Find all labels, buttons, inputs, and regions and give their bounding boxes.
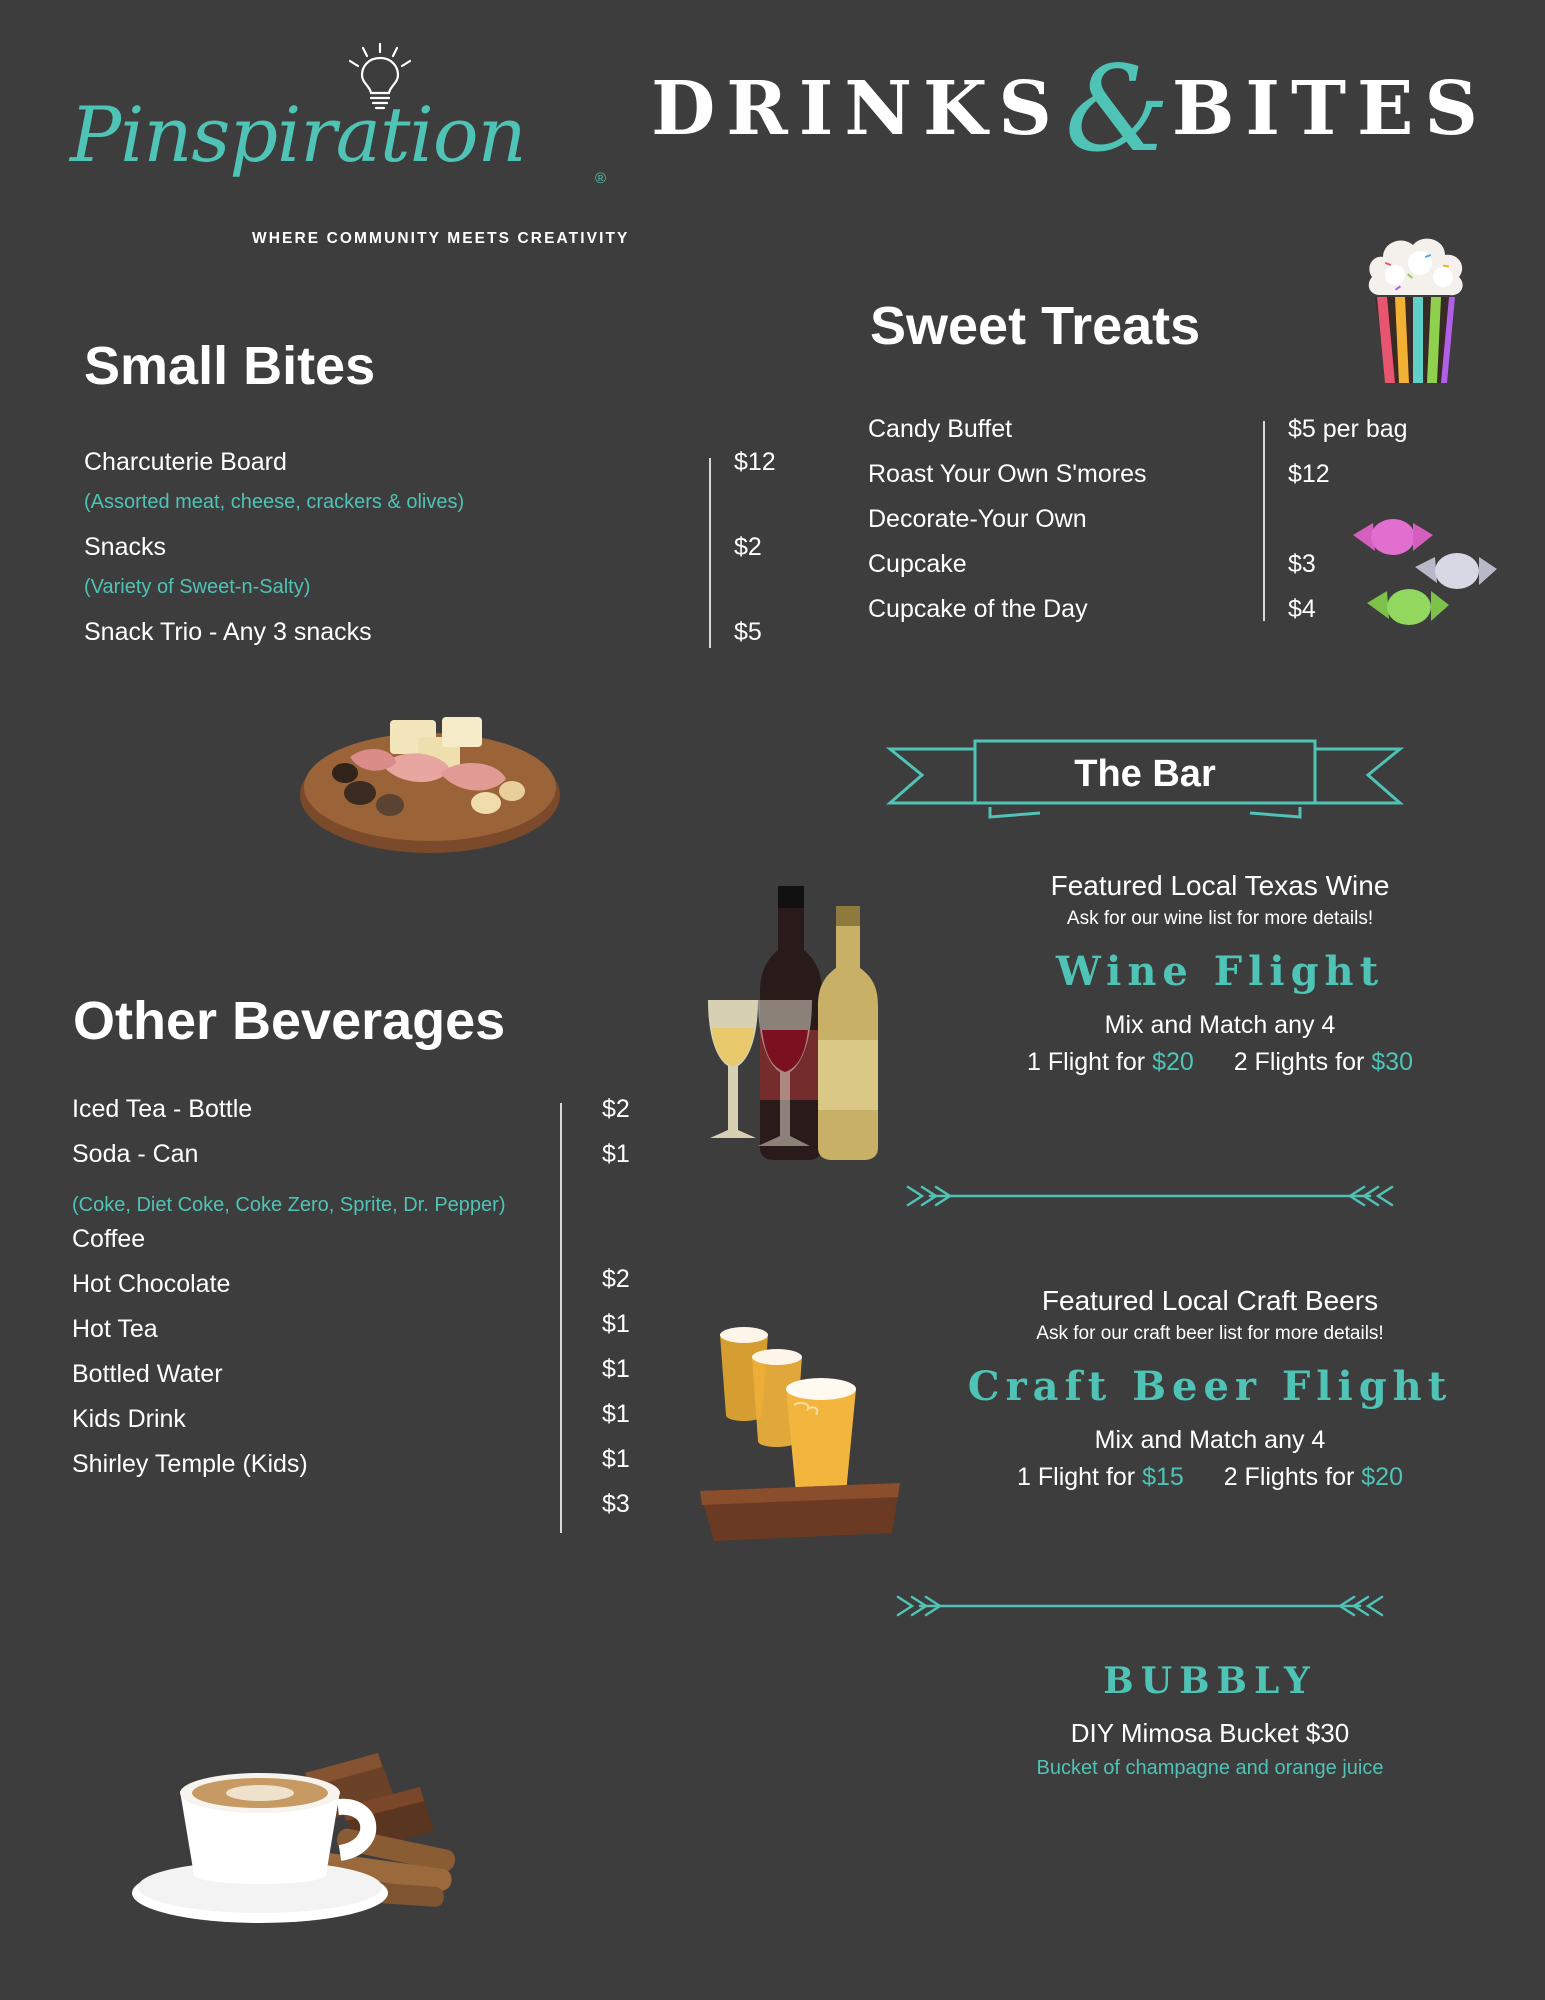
price: $1	[602, 1310, 630, 1338]
price: $3	[602, 1490, 630, 1518]
list-item: Hot Chocolate	[72, 1270, 231, 1298]
list-item: Shirley Temple (Kids)	[72, 1450, 308, 1478]
beer-feature: Featured Local Craft Beers	[1041, 1285, 1379, 1316]
price: $2	[602, 1095, 630, 1123]
price: $3	[1288, 550, 1316, 578]
charcuterie-board-icon	[290, 665, 570, 865]
price: $12	[1288, 460, 1330, 488]
price-divider	[1263, 421, 1265, 621]
beer-two-flight-label: 2 Flights for	[1223, 1463, 1355, 1491]
bubbly-section	[890, 1660, 1530, 1780]
brand-tagline: WHERE COMMUNITY MEETS CREATIVITY	[252, 230, 630, 247]
registered-mark: ®	[595, 170, 607, 187]
small-bites-list	[84, 448, 776, 661]
the-bar-banner	[880, 735, 1410, 825]
list-item: Charcuterie Board	[84, 448, 287, 476]
list-item: Soda - Can	[72, 1140, 199, 1168]
price: $5	[734, 618, 762, 646]
cupcake-icon	[1325, 205, 1505, 395]
beer-ask: Ask for our craft beer list for more details!	[1036, 1323, 1384, 1344]
brand-logo	[70, 40, 630, 247]
list-item: Hot Tea	[72, 1315, 158, 1343]
list-item-sub: (Variety of Sweet-n-Salty)	[84, 576, 311, 598]
sweet-treats-heading: Sweet Treats	[870, 296, 1201, 356]
wine-feature: Featured Local Texas Wine	[1050, 870, 1390, 901]
title-word-bites: BITES	[1171, 66, 1489, 152]
other-beverages-list	[72, 1095, 692, 1518]
title-word-drinks: DRINKS	[651, 66, 1063, 152]
list-item: Roast Your Own S'mores	[868, 460, 1147, 488]
wine-two-flight-price: $30	[1371, 1048, 1413, 1076]
wine-flight-title: Wine Flight	[1055, 948, 1385, 995]
title-ampersand: &	[1064, 40, 1170, 178]
bubbly-sub: Bucket of champagne and orange juice	[1036, 1757, 1384, 1779]
price: $1	[602, 1445, 630, 1473]
list-item: Iced Tea - Bottle	[72, 1095, 253, 1123]
beer-flight-prices	[890, 1463, 1530, 1492]
list-item-sub: (Assorted meat, cheese, crackers & olives)	[84, 491, 465, 513]
wine-bottles-and-glasses-icon	[700, 880, 920, 1170]
list-item: Kids Drink	[72, 1405, 186, 1433]
bubbly-title: BUBBLY	[1103, 1660, 1317, 1702]
wine-one-flight-price: $20	[1152, 1048, 1194, 1076]
price-divider	[709, 458, 711, 648]
beer-flight-title: Craft Beer Flight	[967, 1363, 1453, 1410]
price: $1	[602, 1355, 630, 1383]
price: $1	[602, 1140, 630, 1168]
price-divider	[560, 1103, 562, 1533]
list-item-sub: (Coke, Diet Coke, Coke Zero, Sprite, Dr. Pepper)	[72, 1194, 506, 1216]
price: $1	[602, 1400, 630, 1428]
beer-two-flight-price: $20	[1361, 1463, 1403, 1491]
brand-name: Pinspiration	[70, 90, 526, 179]
beer-one-flight-price: $15	[1142, 1463, 1184, 1491]
beer-section	[890, 1285, 1530, 1492]
wine-one-flight-label: 1 Flight for	[1027, 1048, 1146, 1076]
list-item: Snack Trio - Any 3 snacks	[84, 618, 372, 646]
price: $5 per bag	[1288, 415, 1408, 443]
beer-flight-icon	[690, 1305, 910, 1555]
bubbly-item: DIY Mimosa Bucket $30	[1070, 1718, 1350, 1748]
wine-ask: Ask for our wine list for more details!	[1066, 908, 1374, 929]
wine-flight-prices	[900, 1048, 1540, 1077]
other-beverages-heading: Other Beverages	[73, 991, 506, 1051]
beer-arrow-divider	[890, 1595, 1390, 1617]
candy-icon	[1345, 505, 1515, 655]
price: $4	[1288, 595, 1316, 623]
the-bar-label: The Bar	[1074, 753, 1216, 795]
list-item: Decorate-Your Own	[868, 505, 1087, 533]
list-item: Snacks	[84, 533, 166, 561]
page-title	[620, 40, 1520, 180]
list-item: Candy Buffet	[868, 415, 1013, 443]
list-item: Cupcake	[868, 550, 967, 578]
beer-one-flight-label: 1 Flight for	[1017, 1463, 1136, 1491]
small-bites-heading: Small Bites	[84, 336, 376, 396]
price-spacer	[734, 491, 854, 533]
price: $12	[734, 448, 776, 476]
wine-mix-label: Mix and Match any 4	[1104, 1011, 1336, 1039]
wine-arrow-divider	[900, 1185, 1400, 1207]
coffee-and-chocolate-icon	[110, 1715, 510, 1935]
list-item: Coffee	[72, 1225, 146, 1253]
beer-mix-label: Mix and Match any 4	[1094, 1426, 1326, 1454]
list-item: Bottled Water	[72, 1360, 223, 1388]
price: $2	[734, 533, 762, 561]
price-spacer	[734, 576, 854, 618]
wine-section	[900, 870, 1540, 1077]
list-item: Cupcake of the Day	[868, 595, 1088, 623]
price: $2	[602, 1265, 630, 1293]
wine-two-flight-label: 2 Flights for	[1233, 1048, 1365, 1076]
price-spacer	[602, 1185, 722, 1265]
